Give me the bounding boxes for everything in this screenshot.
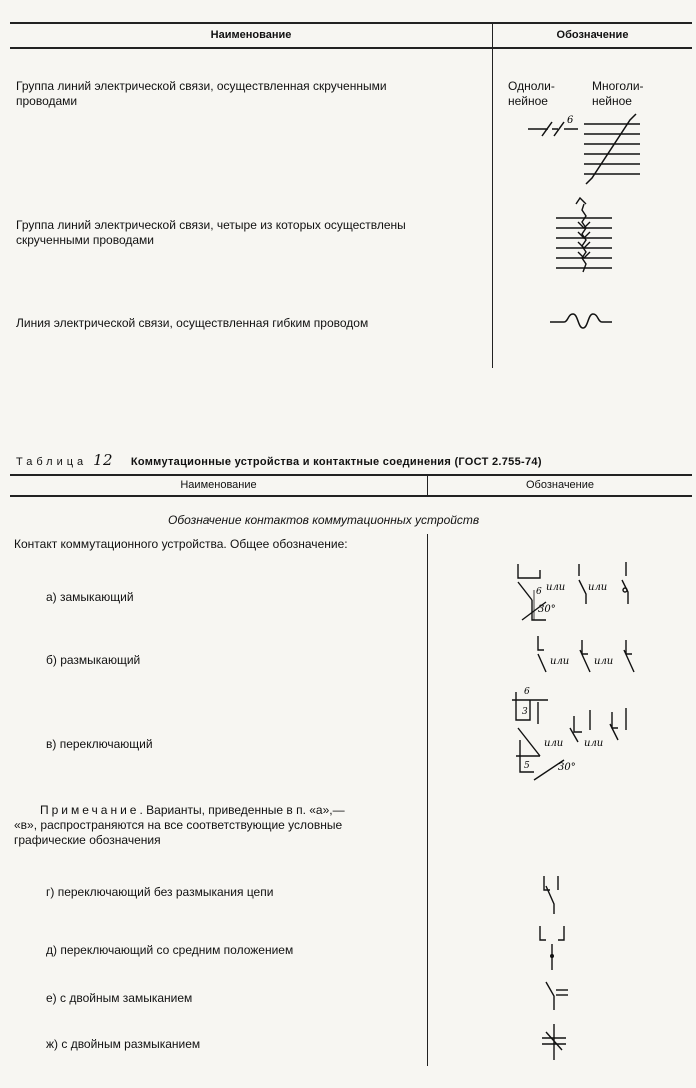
item-v-label: в) переключающий [46,737,153,751]
label-multi-line-1: Многоли- [592,79,644,93]
dim-label: 5 [524,761,530,771]
dim-6-label: 6 [567,115,574,126]
item-a-label: а) замыкающий [46,590,134,604]
ili-label: или [546,582,566,593]
item-d-label: д) переключающий со средним положением [46,943,294,957]
table2-column-divider-body [427,534,428,1066]
note-head: Примечание [40,803,140,817]
flexible-wire-symbol [548,310,614,330]
changeover-middle-position-symbol [534,922,578,974]
table1-top-rule [10,22,692,24]
changeover-no-break-symbol [536,872,576,918]
table1-header-name: Наименование [210,29,292,41]
caption-title: Коммутационные устройства и контактные соединения (ГОСТ 2.755-74) [130,456,542,468]
intro-text: Контакт коммутационного устройства. Общее обозначение: [14,537,348,551]
twisted-multi-line-symbol [582,114,642,186]
row1-text-line1: Группа линий электрической связи, осуществленная скрученными [16,79,387,93]
make-contact-symbol [508,560,648,630]
note-text-line3: графические обозначения [14,833,161,847]
dim-label: 3 [522,707,528,717]
table2-header-name: Наименование [180,479,257,491]
table1-header-rule [10,47,692,49]
changeover-contact-symbol [500,680,640,790]
table2-header-rule [10,495,692,497]
angle-label: 30° [538,604,556,615]
label-single-line-1: Одноли- [508,79,555,93]
table2-top-rule [10,474,692,476]
label-single-line-2: нейное [508,94,548,108]
item-e-label: е) с двойным замыканием [46,991,193,1005]
twisted-single-line-symbol [520,112,580,142]
double-break-symbol [536,1022,576,1062]
ili-label: или [544,738,564,749]
caption-table-number: 12 [93,451,113,469]
row1-text-line2: проводами [16,94,78,108]
angle-label: 30° [558,762,576,773]
ili-label: или [584,738,604,749]
ili-label: или [588,582,608,593]
section-title: Обозначение контактов коммутационных устройств [168,513,480,527]
double-make-symbol [536,978,576,1014]
ili-label: или [550,656,570,667]
row2-text-line2: скрученными проводами [16,233,155,247]
table2-caption [16,451,542,469]
table1-header-designation: Обозначение [556,29,629,41]
row3-text: Линия электрической связи, осуществленная гибким проводом [16,316,369,330]
note-text-line1: . Варианты, приведенные в п. «а»,— [139,803,345,817]
break-contact-symbol [530,632,640,674]
item-b-label: б) размыкающий [46,653,141,667]
item-g-label: г) переключающий без размыкания цепи [46,885,274,899]
dim-label: 6 [536,587,542,597]
note-block [14,803,424,848]
table1-column-divider [492,22,493,368]
table2-header-designation: Обозначение [525,479,595,491]
item-zh-label: ж) с двойным размыканием [46,1037,201,1051]
four-twisted-lines-symbol [552,194,616,276]
dim-label: 6 [524,687,530,697]
label-multi-line-2: нейное [592,94,632,108]
row2-text-line1: Группа линий электрической связи, четыре из которых осуществлены [16,218,406,232]
caption-prefix: Таблица [16,456,88,468]
note-text-line2: «в», распространяются на все соответствующие условные [14,818,343,832]
ili-label: или [594,656,614,667]
